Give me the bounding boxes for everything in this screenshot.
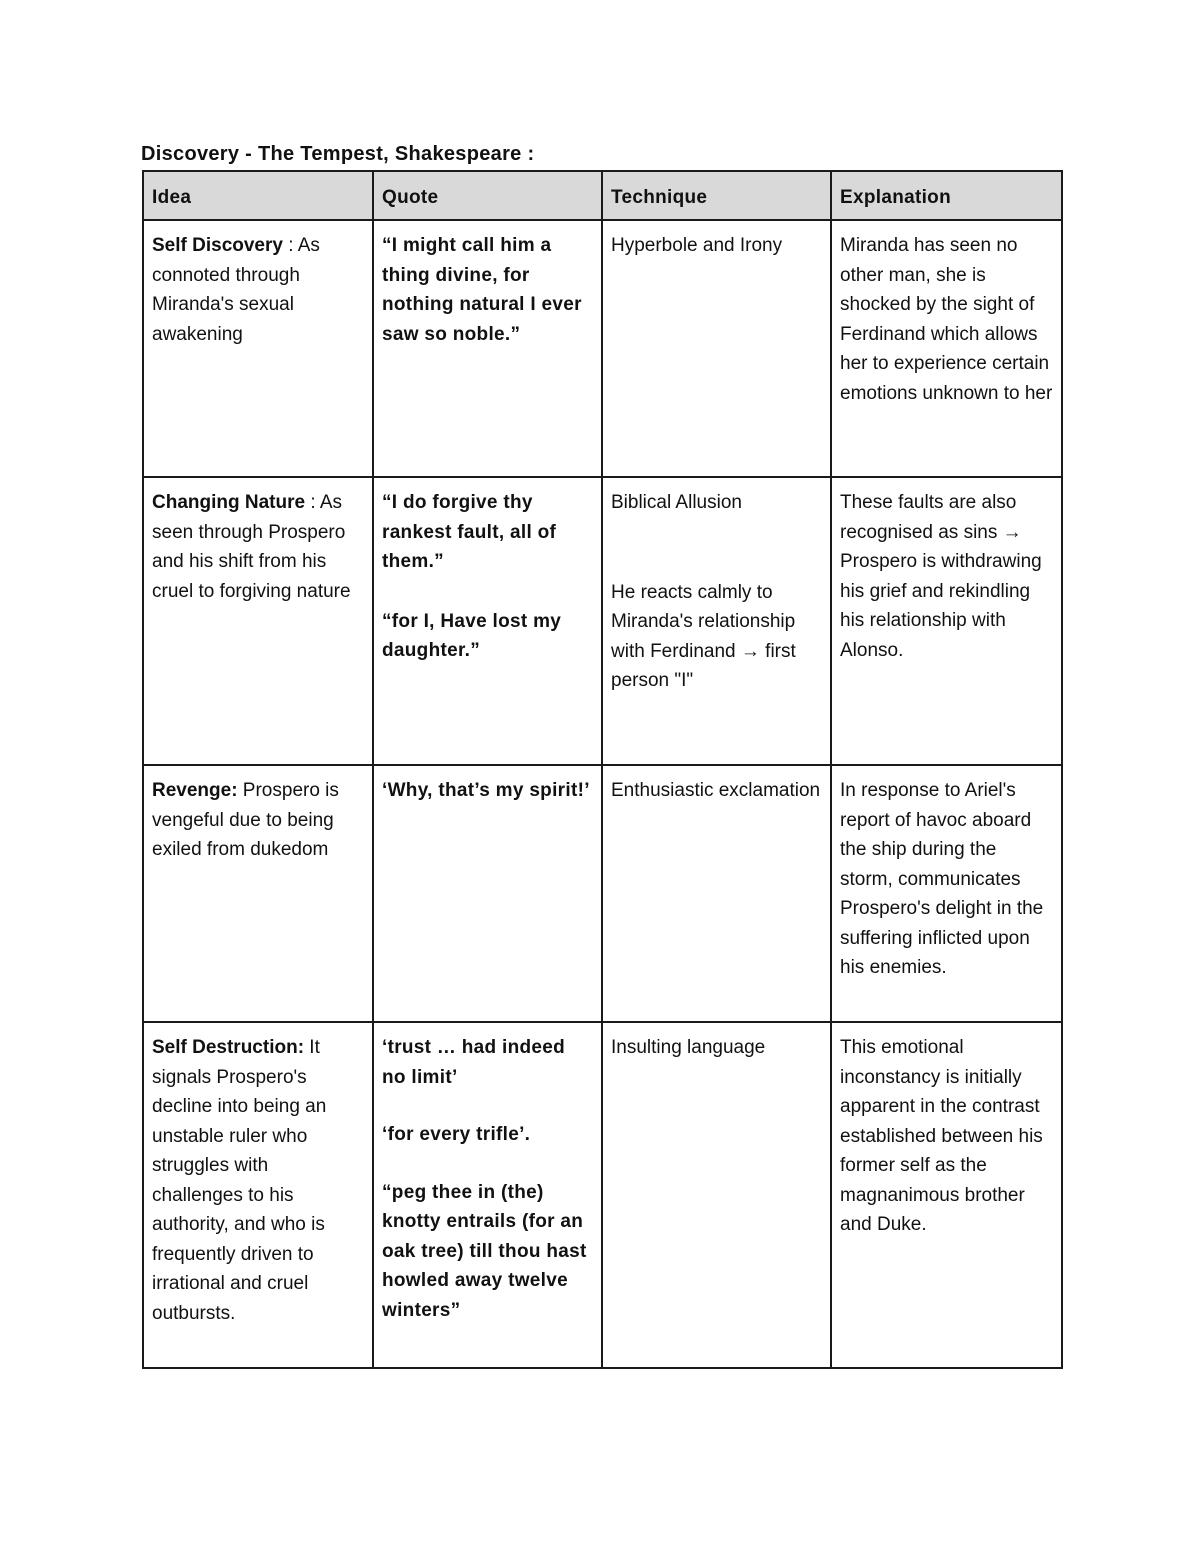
quote-text: ‘Why, that’s my spirit!’ [382,780,590,801]
technique-text: Insulting language [611,1037,766,1058]
idea-text: Prospero is vengeful due to being exiled from dukedom [152,780,339,860]
quote-cell [373,220,602,477]
technique-cell [602,220,831,477]
idea-heading: Self Discovery [152,235,283,256]
quote-text: “I do forgive thy rankest fault, all of them.” [382,492,557,572]
idea-heading: Revenge: [152,780,238,801]
technique-cell [602,477,831,765]
table-row [143,1022,1062,1368]
header-explanation: Explanation [831,171,1062,220]
table-row [143,477,1062,765]
technique-cell [602,1022,831,1368]
table-row [143,765,1062,1022]
explanation-cell: In response to Ariel's report of havoc aboard the ship during the storm, communicates Prospero's delight in the suffering inflicted upon his enemies. [831,765,1062,1022]
quote-cell [373,765,602,1022]
idea-cell [143,477,373,765]
header-quote: Quote [373,171,602,220]
idea-heading: Changing Nature [152,492,306,513]
page-title: Discovery - The Tempest, Shakespeare : [141,143,535,165]
analysis-table [142,170,1063,1369]
idea-text: : As connoted through Miranda's sexual awakening [152,235,320,345]
explanation-cell: Miranda has seen no other man, she is shocked by the sight of Ferdinand which allows her to experience certain emotions unknown to her [831,220,1062,477]
explanation-cell: These faults are also recognised as sins → Prospero is withdrawing his grief and rekindling his relationship with Alonso. [831,477,1062,765]
table-row [143,220,1062,477]
idea-text: It signals Prospero's decline into being an unstable ruler who struggles with challenges to his authority, and who is frequently driven to irrational and cruel outbursts. [152,1037,327,1324]
explanation-cell: This emotional inconstancy is initially apparent in the contrast established between his former self as the magnanimous brother and Duke. [831,1022,1062,1368]
idea-cell [143,1022,373,1368]
quote-text: ‘trust … had indeed no limit’ [382,1037,566,1088]
technique-text: Biblical Allusion [611,492,742,513]
idea-cell [143,220,373,477]
quote-cell [373,1022,602,1368]
quote-cell [373,477,602,765]
technique-text: He reacts calmly to Miranda's relationship with Ferdinand → first person "I" [611,581,796,691]
table-header-row [143,171,1062,220]
idea-text: : As seen through Prospero and his shift from his cruel to forgiving nature [152,492,351,602]
quote-text: “for I, Have lost my daughter.” [382,610,562,661]
quote-text: “I might call him a thing divine, for nothing natural I ever saw so noble.” [382,235,582,345]
idea-cell [143,765,373,1022]
header-technique: Technique [602,171,831,220]
quote-text: ‘for every trifle’. [382,1124,531,1145]
technique-text: Hyperbole and Irony [611,235,783,256]
idea-heading: Self Destruction: [152,1037,305,1058]
technique-cell [602,765,831,1022]
quote-text: “peg thee in (the) knotty entrails (for an oak tree) till thou hast howled away twelve winters” [382,1181,587,1321]
header-idea: Idea [143,171,373,220]
technique-text: Enthusiastic exclamation [611,780,821,801]
